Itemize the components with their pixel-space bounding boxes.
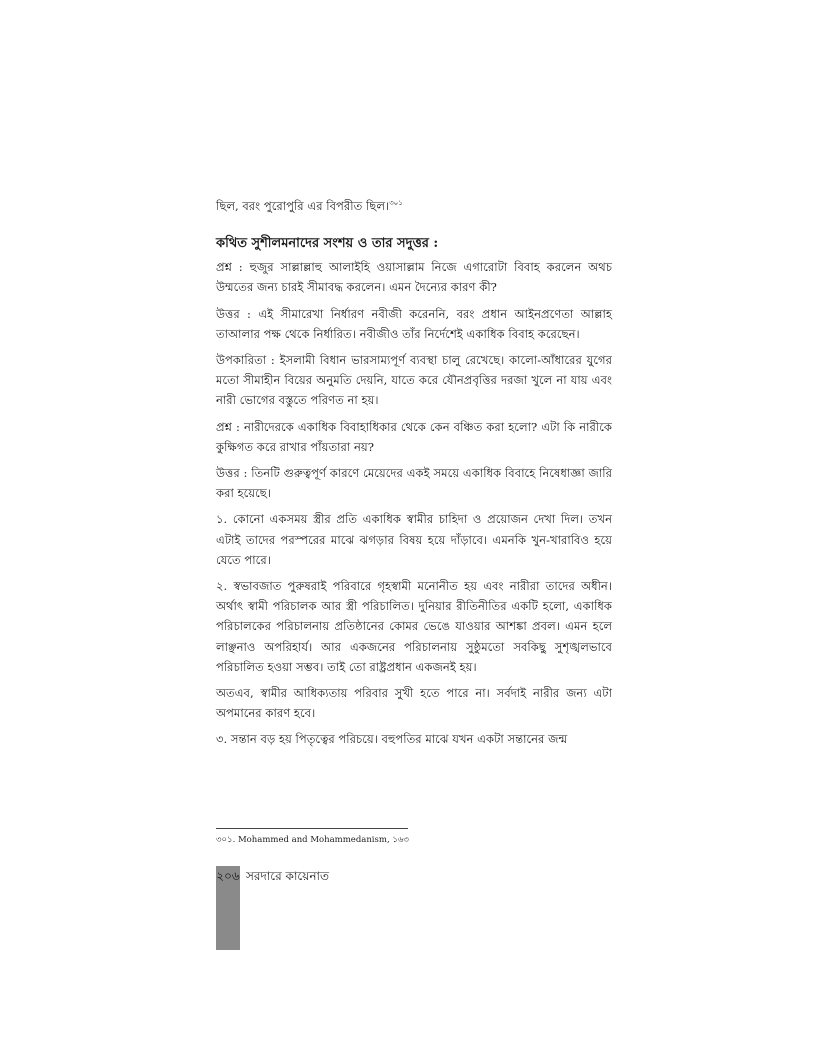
intro-text: ছিল, বরং পুরোপুরি এর বিপরীত ছিল। — [216, 199, 390, 213]
reason-paragraph: ১. কোনো একসময় স্ত্রীর প্রতি একাধিক স্বামীর চাহিদা ও প্রয়োজন দেখা দিল। তখন এটাই তাদের পরস্পরের মাঝে ঝগড়ার বিষয় হয়ে দাঁড়াবে। এমনকি খুন-খারাবিও হয়ে যেতে পারে। — [216, 512, 612, 567]
page-number: ২০৬ — [216, 869, 240, 883]
footnote-reference[interactable]: ৩০১ — [389, 199, 403, 208]
section-heading: কথিত সুশীলমনাদের সংশয় ও তার সদুত্তর : — [216, 236, 439, 252]
answer-paragraph: উত্তর : এই সীমারেখা নির্ধারণ নবীজী করেননি, বরং প্রধান আইনপ্রণেতা আল্লাহ তাআলার পক্ষ থেকে নির্ধারিত। নবীজীও তাঁর নির্দেশেই একাধিক বিবাহ করেছেন। — [216, 306, 612, 341]
benefit-paragraph: উপকারিতা : ইসলামী বিধান ভারসাম্যপূর্ণ ব্যবস্থা চালু রেখেছে। কালো-আঁধারের যুগের মতো সীমাহীন বিয়ের অনুমতি দেয়নি, যাতে করে যৌনপ্রবৃত্তির দরজা খুলে না যায় এবং নারী ভোগের বস্তুতে পরিণত না হয়। — [216, 353, 612, 408]
question-paragraph: প্রশ্ন : হুজুর সাল্লাল্লাহু আলাইহি ওয়াসাল্লাম নিজে এগারোটা বিবাহ করলেন অথচ উম্মতের জন্য চারই সীমাবদ্ধ করলেন। এমন দৈন্যের কারণ কী? — [216, 260, 612, 295]
footnote-divider — [216, 828, 408, 829]
conclusion-paragraph: অতএব, স্বামীর আধিক্যতায় পরিবার সুখী হতে পারে না। সর্বদাই নারীর জন্য এটা অপমানের কারণ হবে। — [216, 686, 612, 721]
reason-paragraph: ২. স্বভাবজাত পুরুষরাই পরিবারে গৃহস্বামী মনোনীত হয় এবং নারীরা তাদের অধীন। অর্থাৎ স্বামী পরিচালক আর স্ত্রী পরিচালিত। দুনিয়ার রীতিনীতির একটি হলো, একাধিক পরিচালকের পরিচালনায় প্রতিষ্ঠানের কোমর ভেঙে যাওয়ার আশঙ্কা প্রবল। এমন হলে লাঞ্ছনাও অপরিহার্য। আর একজনের পরিচালনায় সুষ্ঠুমতো সবকিছু সুশৃঙ্খলভাবে পরিচালিত হওয়া সম্ভব। তাই তো রাষ্ট্রপ্রধান একজনই হয়। — [216, 579, 612, 674]
book-title: সরদারে কায়েনাত — [246, 869, 329, 883]
footnote: ৩০১. Mohammed and Mohammedanism, ১৬৩ — [216, 835, 409, 845]
answer-paragraph: উত্তর : তিনটি গুরুত্বপূর্ণ কারণে মেয়েদের একই সময়ে একাধিক বিবাহে নিষেধাজ্ঞা জারি করা হয়েছে। — [216, 466, 612, 501]
question-paragraph: প্রশ্ন : নারীদেরকে একাধিক বিবাহাধিকার থেকে কেন বঞ্চিত করা হলো? এটা কি নারীকে কুক্ষিগত করে রাখার পাঁয়তারা নয়? — [216, 419, 612, 454]
reason-paragraph: ৩. সন্তান বড় হয় পিতৃত্বের পরিচয়ে। বহুপতির মাঝে যখন একটা সন্তানের জন্ম — [216, 732, 568, 747]
page-footer — [216, 868, 329, 884]
intro-line — [216, 196, 612, 216]
page-body — [216, 196, 612, 750]
